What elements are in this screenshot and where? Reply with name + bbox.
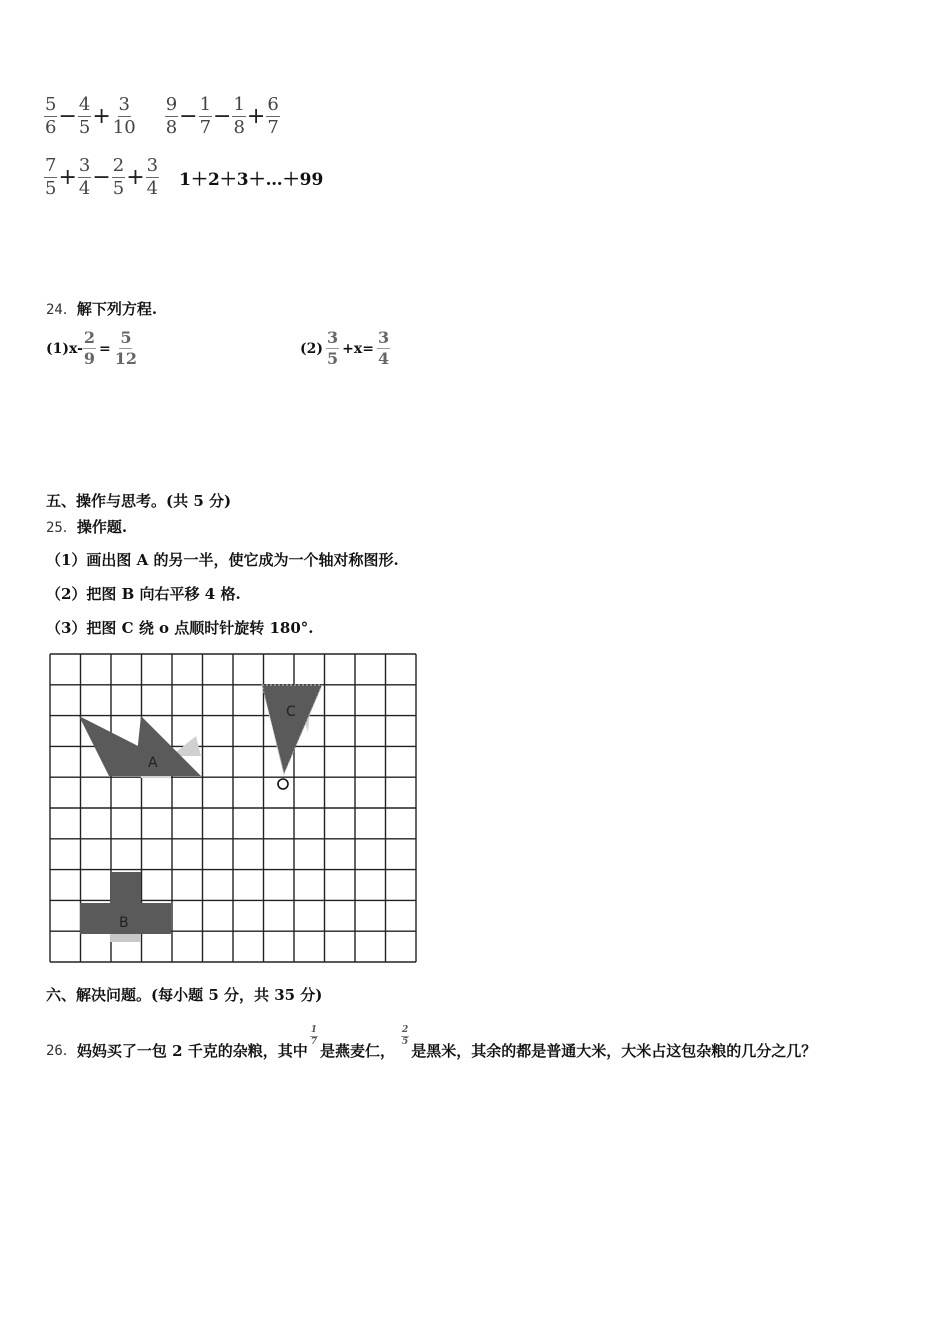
fraction: $\frac{5}{12}$ xyxy=(114,328,138,368)
shape-c-label: C xyxy=(286,704,296,720)
fraction: $\frac{3}{4}$ xyxy=(78,155,91,199)
question-24-title xyxy=(46,298,157,319)
equation-prefix: (1)x- xyxy=(46,340,83,357)
question-number: 26． xyxy=(46,1043,77,1059)
fraction: $\frac{6}{7}$ xyxy=(267,94,279,138)
task-1: （1）画出图 A 的另一半，使它成为一个轴对称图形. xyxy=(46,551,399,569)
question-number: 24． xyxy=(46,302,77,318)
question-26 xyxy=(46,1026,816,1061)
task-3: （3）把图 C 绕 o 点顺时针旋转 180°. xyxy=(46,619,314,637)
section-6-heading: 六、解决问题。(每小题 5 分，共 35 分) xyxy=(46,986,323,1004)
task-2: （2）把图 B 向右平移 4 格. xyxy=(46,585,241,603)
operator: + xyxy=(58,165,77,190)
section-5-heading: 五、操作与思考。(共 5 分) xyxy=(46,492,232,510)
shape-a-label: A xyxy=(148,755,158,771)
operator: + xyxy=(246,104,266,129)
expression-1 xyxy=(44,96,137,137)
fraction: $\frac{3}{4}$ xyxy=(377,328,390,368)
rotation-point-o xyxy=(278,779,288,789)
grid-figure xyxy=(46,648,426,970)
expression-row-2 xyxy=(44,157,323,198)
fraction: $\frac{1}{7}$ xyxy=(199,94,212,138)
fraction: $\frac{3}{4}$ xyxy=(146,155,159,199)
equals-sign: = xyxy=(99,340,111,357)
expression-2 xyxy=(165,96,280,137)
operator: − xyxy=(179,104,198,129)
equation-prefix: (2) xyxy=(300,340,323,357)
shape-b xyxy=(80,872,171,942)
shape-c xyxy=(262,685,322,789)
question-text-part-2: 是燕麦仁， xyxy=(320,1042,396,1060)
fraction: $\frac{2}{9}$ xyxy=(83,328,96,368)
operator: − xyxy=(92,165,111,190)
operator: + xyxy=(92,104,111,129)
fraction: $\frac{9}{8}$ xyxy=(165,94,178,138)
fraction: $\frac{5}{6}$ xyxy=(45,94,57,138)
question-text: 解下列方程. xyxy=(76,300,158,318)
expression-row-1 xyxy=(44,96,280,137)
question-number: 25． xyxy=(46,520,77,536)
operator: − xyxy=(58,104,77,129)
equation-2 xyxy=(300,330,390,367)
fraction: $\frac{3}{5}$ xyxy=(327,328,339,368)
fraction: $\frac{4}{5}$ xyxy=(78,94,91,138)
shape-a xyxy=(79,716,201,778)
sum-expression: 1＋2＋3＋…＋99 xyxy=(179,170,324,190)
question-25-title xyxy=(46,516,127,537)
shape-b-label: B xyxy=(119,915,129,931)
shape-b-shadow xyxy=(110,934,141,942)
shape-c-triangle xyxy=(262,685,322,774)
operator: − xyxy=(213,104,232,129)
fraction: $\frac{3}{10}$ xyxy=(112,94,136,138)
expression-3 xyxy=(44,157,159,198)
question-text-part-1: 妈妈买了一包 2 千克的杂粮，其中 xyxy=(76,1042,308,1060)
fraction: $\frac{1}{8}$ xyxy=(233,94,245,138)
shape-b-top xyxy=(110,872,141,903)
plus-x-equals: +x= xyxy=(342,340,374,357)
equation-1 xyxy=(46,330,138,367)
question-text-part-3: 是黑米，其余的都是普通大米，大米占这包杂粮的几分之几？ xyxy=(411,1042,817,1060)
fraction-one-seventh: $\frac{1}{7}$ xyxy=(310,1025,318,1047)
fraction-two-fifths: $\frac{2}{5}$ xyxy=(402,1025,409,1047)
operator: + xyxy=(126,165,145,190)
question-text: 操作题. xyxy=(76,518,128,536)
fraction: $\frac{7}{5}$ xyxy=(45,155,57,199)
fraction: $\frac{2}{5}$ xyxy=(112,155,125,199)
